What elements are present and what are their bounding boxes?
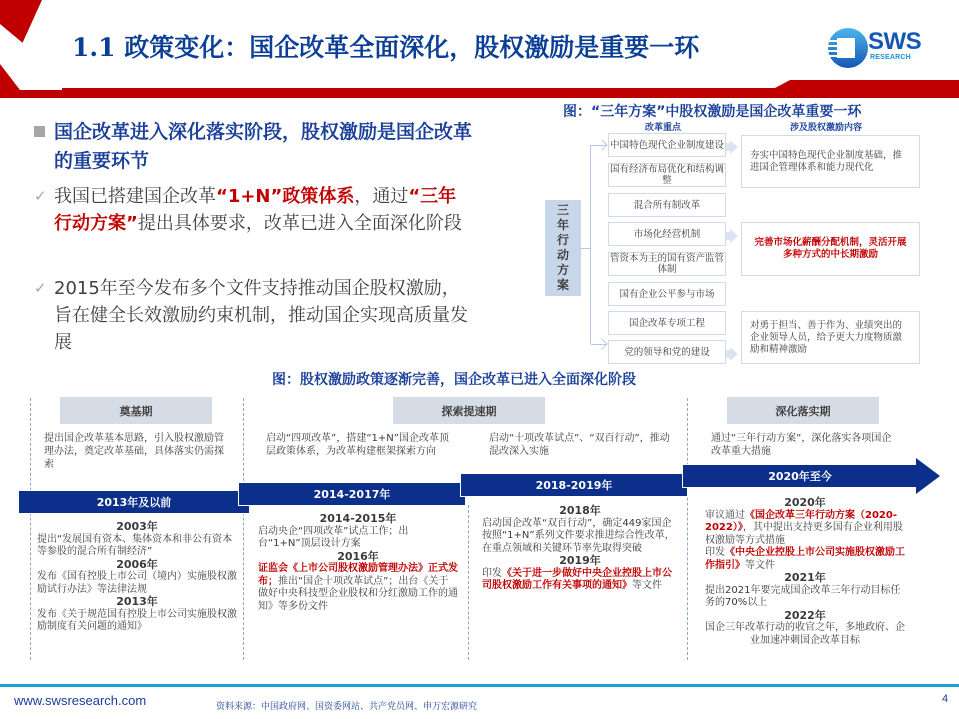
main-bullet-text: 国企改革进入深化落实阶段，股权激励是国企改革的重要环节 [54, 121, 473, 172]
event-highlight: 《中央企业控股上市公司实施股权激励工作指引》 [705, 547, 905, 571]
equity-incentive-detail-highlight: 完善市场化薪酬分配机制，灵活开展多种方式的中长期激励 [741, 222, 920, 276]
event-text: 审议通过 [705, 509, 745, 521]
year-label: 2003年 [116, 520, 158, 533]
plan-char: 年 [556, 218, 569, 232]
footer-divider [0, 684, 959, 687]
timeline-divider [30, 398, 31, 660]
bullet-text: ，通过 [354, 186, 409, 207]
block-arrow-icon [730, 229, 738, 243]
event-text: 等文件 [632, 580, 662, 591]
period-bar: 2013年及以前 [18, 490, 250, 514]
square-bullet-icon [34, 126, 45, 137]
era-2014-2017 [258, 513, 458, 613]
plan-char: 方 [556, 263, 569, 277]
era-2018-2019 [482, 505, 678, 593]
sws-logo-icon [826, 24, 868, 72]
stage-description: 启动“十项改革试点”、“双百行动”，推动混改深入实施 [489, 433, 670, 457]
footer-source: 资料来源：中国政府网、国资委网站、共产党员网、申万宏源研究 [216, 702, 478, 712]
logo-text: SWS [868, 28, 922, 55]
plan-char: 行 [556, 233, 569, 247]
year-label: 2022年 [784, 608, 826, 622]
event-text: 提出“发展国有资本、集体资本和非公有资本等参股的混合所有制经济” [37, 533, 233, 557]
plan-char: 动 [556, 248, 569, 262]
reform-focus-item: 市场化经营机制 [608, 222, 726, 246]
reform-focus-item: 党的领导和党的建设 [608, 340, 726, 364]
event-text: 印发 [482, 567, 502, 579]
bullet-text: 提出具体要求，改革已进入全面深化阶段 [137, 213, 462, 234]
bracket-line [590, 145, 591, 344]
year-label: 2006年 [116, 557, 158, 571]
bullet-text: 2015年至今发布多个文件支持推动国企股权激励，旨在健全长效激励约束机制，推动国企实现高质量发展 [54, 278, 468, 353]
bullet-highlight: “1+N”政策体系 [216, 186, 355, 207]
three-year-plan-label [545, 200, 581, 296]
year-label: 2016年 [337, 549, 379, 563]
year-label: 2018年 [559, 504, 601, 517]
year-label: 2019年 [559, 554, 601, 567]
reform-focus-item: 国有企业公平参与市场 [608, 282, 726, 306]
block-arrow-icon [730, 347, 738, 361]
main-bullet [34, 118, 474, 176]
bullet-highlight: “三年行动方案” [54, 186, 457, 234]
reform-focus-item: 管资本为主的国有资产监管体制 [609, 253, 724, 275]
checkmark-icon: ✓ [34, 279, 47, 297]
stage-description: 提出国企改革基本思路，引入股权激励管理办法，奠定改革基础，具体落实仍需探索 [44, 433, 224, 470]
event-text: 发布《关于规范国有控股上市公司实施股权激励制度有关问题的通知》 [37, 608, 237, 632]
timeline-divider [687, 398, 688, 660]
bullet-text: 我国已搭建国企改革 [54, 186, 216, 207]
stage-exploration: 探索提速期 [393, 397, 545, 424]
event-highlight: 《国企改革三年行动方案（2020-2022）》 [705, 509, 897, 533]
column-header-focus: 改革重点 [645, 123, 682, 133]
event-text: 等文件 [745, 559, 775, 571]
reform-focus-item: 国企改革专项工程 [608, 311, 726, 335]
figure1-title: 图：“三年方案”中股权激励是国企改革重要一环 [563, 104, 862, 120]
page-number: 4 [942, 693, 949, 705]
stage-description: 通过“三年行动方案”，深化落实各项国企改革重大措施 [711, 433, 892, 457]
event-text: 国企三年改革行动的收官之年，多地政府、企业加速冲刺国企改革目标 [705, 622, 905, 646]
block-arrow-icon [730, 140, 738, 154]
event-text: 提出2021年要完成国企改革三年行动目标任务的70%以上 [705, 584, 901, 608]
period-bar: 2014-2017年 [238, 482, 466, 506]
plan-char: 三 [556, 203, 569, 217]
stage-foundation: 奠基期 [60, 397, 212, 424]
event-highlight: 《关于进一步做好中央企业控股上市公司股权激励工作有关事项的通知》 [482, 567, 672, 591]
sub-bullet-2 [34, 275, 474, 356]
year-label: 2014-2015年 [319, 512, 397, 525]
arrow-right-icon [596, 139, 607, 150]
reform-focus-item: 中国特色现代企业制度建设 [608, 133, 726, 157]
footer-website-link[interactable]: www.swsresearch.com [14, 693, 147, 708]
plan-char: 案 [556, 278, 569, 292]
event-text: ，其中提出支持更多国有企业利用股权激励等方式措施 [705, 522, 903, 546]
equity-incentive-detail: 夯实中国特色现代企业制度基础，推进国企管理体系和能力现代化 [741, 135, 920, 188]
column-header-detail: 涉及股权激励内容 [790, 123, 863, 133]
equity-incentive-detail: 对勇于担当、善于作为、业绩突出的企业领导人员，给予更大力度物质激励和精神激励 [741, 311, 920, 364]
stage-deepening: 深化落实期 [727, 397, 879, 424]
year-label: 2021年 [784, 571, 826, 584]
event-text: 启动国企改革“双百行动”，确定449家国企按照“1+N”系列文件要求推进综合性改革，在重点领域和关键环节率先取得突破 [482, 517, 675, 554]
reform-focus-item: 国有经济布局优化和结构调整 [609, 164, 724, 186]
era-2020-present [705, 497, 905, 647]
stage-description: 启动“四项改革”，搭建“1+N”国企改革顶层政策体系，为改革构建框架探索方向 [266, 433, 449, 457]
logo-subtext: RESEARCH [870, 54, 911, 61]
event-text: 印发 [705, 547, 725, 558]
figure2-title: 图：股权激励政策逐渐完善，国企改革已进入全面深化阶段 [272, 372, 636, 388]
arrow-right-icon [596, 338, 607, 349]
page-title: 1.1 政策变化：国企改革全面深化，股权激励是重要一环 [72, 33, 700, 62]
year-label: 2020年 [784, 496, 826, 509]
timeline-divider [243, 398, 244, 660]
year-label: 2013年 [116, 595, 158, 608]
checkmark-icon: ✓ [34, 187, 47, 205]
event-text: 启动央企“四项改革”试点工作；出台“1+N”顶层设计方案 [258, 525, 409, 549]
reform-focus-item: 混合所有制改革 [608, 193, 726, 217]
timeline-divider [468, 505, 469, 660]
sub-bullet-1 [34, 183, 474, 237]
sws-logo [826, 24, 946, 72]
event-text: 发布《国有控股上市公司（境内）实施股权激励试行办法》等法律法规 [37, 571, 237, 595]
event-text: 推出“国企十项改革试点”；出台《关于做好中央科技型企业股权和分红激励工作的通知》等多份文件 [258, 575, 458, 612]
event-highlight: 证监会《上市公司股权激励管理办法》正式发布； [258, 563, 458, 587]
period-bar: 2018-2019年 [460, 473, 688, 497]
timeline-arrow-icon [916, 458, 940, 494]
period-bar: 2020年至今 [682, 464, 918, 488]
era-2013-and-before [37, 521, 237, 634]
